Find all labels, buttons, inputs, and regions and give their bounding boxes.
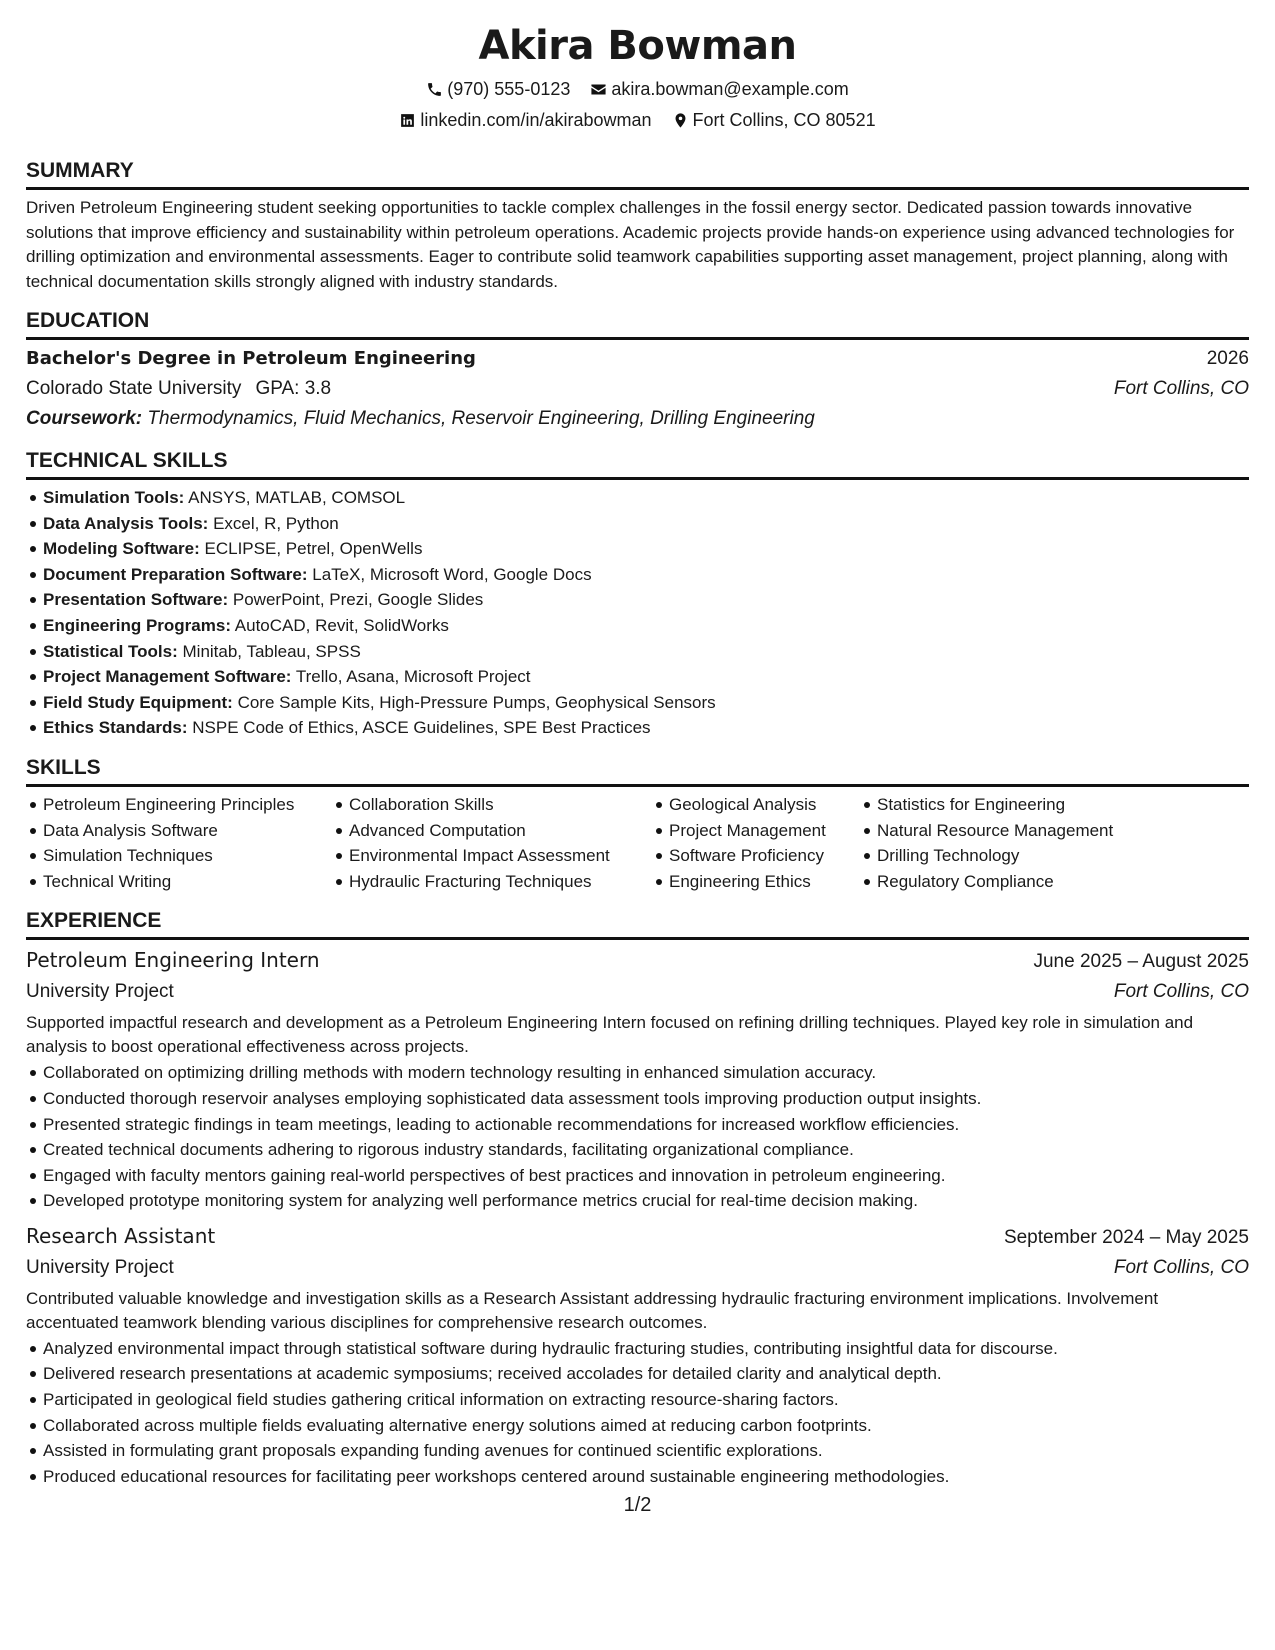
section-title-technical-skills: TECHNICAL SKILLS: [26, 448, 1249, 480]
skill-label: Ethics Standards:: [43, 718, 188, 738]
page-number: 1/2: [623, 1494, 652, 1516]
section-title-education: EDUCATION: [26, 308, 1249, 340]
candidate-name: Akira Bowman: [478, 23, 797, 69]
skill-label: Modeling Software:: [43, 539, 200, 559]
list-item: Collaboration Skills: [332, 792, 652, 818]
school-line: [26, 374, 331, 404]
list-item: Advanced Computation: [332, 818, 652, 844]
skill-value: Minitab, Tableau, SPSS: [182, 641, 361, 661]
skill-value: Trello, Asana, Microsoft Project: [295, 667, 531, 687]
skill-value: Excel, R, Python: [213, 513, 339, 533]
job-header-row: [26, 1220, 1249, 1253]
section-title-skills: SKILLS: [26, 755, 1249, 787]
graduation-year: 2026: [1206, 348, 1249, 369]
list-item: [26, 715, 1249, 741]
list-item: Petroleum Engineering Principles: [26, 792, 332, 818]
resume-page: [26, 20, 1249, 1489]
list-item: [26, 485, 1249, 511]
list-item: Hydraulic Fracturing Techniques: [332, 869, 652, 895]
skill-label: Data Analysis Tools:: [43, 513, 209, 533]
job-organization: University Project: [26, 1256, 174, 1278]
list-item: Software Proficiency: [652, 843, 860, 869]
skill-value: LaTeX, Microsoft Word, Google Docs: [312, 564, 592, 584]
list-item: [26, 511, 1249, 537]
coursework-label: Coursework:: [26, 408, 143, 429]
list-item: Collaborated across multiple fields evaluating alternative energy solutions aimed at reducing carbon footprints.: [26, 1413, 1249, 1439]
list-item: Simulation Techniques: [26, 843, 332, 869]
skill-value: NSPE Code of Ethics, ASCE Guidelines, SPE Best Practices: [192, 718, 651, 738]
list-item: Natural Resource Management: [860, 818, 1220, 844]
contact-linkedin[interactable]: [399, 108, 651, 132]
skill-value: ANSYS, MATLAB, COMSOL: [188, 488, 406, 507]
job-dates: September 2024 – May 2025: [1003, 1226, 1249, 1248]
job-title: Petroleum Engineering Intern: [26, 948, 320, 973]
phone-icon: [426, 81, 443, 98]
list-item: Assisted in formulating grant proposals expanding funding avenues for continued scientific explorations.: [26, 1438, 1249, 1464]
coursework-list: Thermodynamics, Fluid Mechanics, Reservoir Engineering, Drilling Engineering: [147, 408, 815, 429]
list-item: [26, 613, 1249, 639]
envelope-icon: [590, 81, 607, 98]
contact-location: [672, 108, 876, 132]
list-item: [26, 664, 1249, 690]
list-item: Environmental Impact Assessment: [332, 843, 652, 869]
skill-value: PowerPoint, Prezi, Google Slides: [232, 590, 484, 610]
job-description: Contributed valuable knowledge and investigation skills as a Research Assistant addressing hydraulic fracturing environment implications. Involvement accentuated teamwork blending various disciplines for comprehensive research outcomes.: [26, 1288, 1159, 1332]
skills-column: [332, 792, 652, 894]
contact-row-1: [26, 77, 1249, 101]
list-item: Data Analysis Software: [26, 818, 332, 844]
email-link[interactable]: akira.bowman@example.com: [611, 79, 849, 99]
contact-email[interactable]: [590, 77, 848, 101]
skill-label: Field Study Equipment:: [43, 692, 233, 712]
section-title-experience: EXPERIENCE: [26, 908, 1249, 940]
list-item: [26, 562, 1249, 588]
list-item: Project Management: [652, 818, 860, 844]
skill-label: Document Preparation Software:: [43, 564, 308, 584]
experience-entry: [26, 1220, 1249, 1490]
skill-label: Presentation Software:: [43, 590, 229, 610]
list-item: Engineering Ethics: [652, 869, 860, 895]
contact-row-2: [26, 108, 1249, 132]
education-school-row: [26, 374, 1249, 404]
skills-column: [26, 792, 332, 894]
list-item: Developed prototype monitoring system for analyzing well performance metrics crucial for real-time decision making.: [26, 1188, 1249, 1214]
job-header-row: [26, 944, 1249, 977]
job-location: Fort Collins, CO: [1113, 1256, 1249, 1278]
job-bullets: [26, 1336, 1249, 1490]
job-org-row: [26, 977, 1249, 1007]
job-location: Fort Collins, CO: [1113, 981, 1249, 1003]
list-item: Statistics for Engineering: [860, 792, 1220, 818]
school-name: Colorado State University: [26, 378, 242, 399]
map-pin-icon: [672, 112, 689, 129]
experience-entry: [26, 944, 1249, 1214]
technical-skills-section: [26, 448, 1249, 741]
list-item: Delivered research presentations at academic symposiums; received accolades for detailed clarity and analytical depth.: [26, 1361, 1249, 1387]
section-title-summary: SUMMARY: [26, 158, 1249, 190]
coursework-line: [26, 404, 1249, 434]
list-item: [26, 639, 1249, 665]
list-item: Engaged with faculty mentors gaining real-world perspectives of best practices and innovation in petroleum engineering.: [26, 1163, 1249, 1189]
skill-value: Core Sample Kits, High-Pressure Pumps, Geophysical Sensors: [237, 692, 716, 712]
job-dates: June 2025 – August 2025: [1033, 951, 1249, 973]
skill-label: Project Management Software:: [43, 667, 292, 687]
list-item: [26, 690, 1249, 716]
skill-value: AutoCAD, Revit, SolidWorks: [234, 615, 449, 635]
list-item: Geological Analysis: [652, 792, 860, 818]
skill-label: Simulation Tools:: [43, 488, 185, 507]
skills-section: [26, 755, 1249, 894]
list-item: Conducted thorough reservoir analyses employing sophisticated data assessment tools improving production output insights.: [26, 1086, 1249, 1112]
gpa: GPA: 3.8: [255, 378, 332, 399]
list-item: Collaborated on optimizing drilling methods with modern technology resulting in enhanced simulation accuracy.: [26, 1060, 1249, 1086]
degree-name: Bachelor's Degree in Petroleum Engineering: [26, 348, 476, 369]
education-degree-row: [26, 344, 1249, 374]
list-item: Analyzed environmental impact through statistical software during hydraulic fracturing studies, contributing insightful data for discourse.: [26, 1336, 1249, 1362]
list-item: Produced educational resources for facilitating peer workshops centered around sustainable engineering methodologies.: [26, 1464, 1249, 1490]
list-item: Participated in geological field studies gathering critical information on extracting resource-sharing factors.: [26, 1387, 1249, 1413]
job-org-row: [26, 1253, 1249, 1283]
list-item: Presented strategic findings in team meetings, leading to actionable recommendations for increased workflow efficiencies.: [26, 1112, 1249, 1138]
linkedin-icon: [399, 112, 416, 129]
job-description: Supported impactful research and development as a Petroleum Engineering Intern focused on refining drilling techniques. Played key role in simulation and analysis to boost operational effectiveness across projects.: [26, 1013, 1194, 1057]
job-bullets: [26, 1060, 1249, 1214]
list-item: Drilling Technology: [860, 843, 1220, 869]
skills-column: [860, 792, 1220, 894]
list-item: [26, 587, 1249, 613]
list-item: Regulatory Compliance: [860, 869, 1220, 895]
contact-phone: [426, 77, 570, 101]
skill-label: Statistical Tools:: [43, 641, 178, 661]
skills-column: [652, 792, 860, 894]
skills-grid: [26, 792, 1249, 894]
summary-section: [26, 158, 1249, 294]
phone-number: (970) 555-0123: [447, 79, 571, 99]
school-location: Fort Collins, CO: [1113, 378, 1249, 399]
experience-section: [26, 908, 1249, 1489]
list-item: Created technical documents adhering to rigorous industry standards, facilitating organizational compliance.: [26, 1137, 1249, 1163]
summary-text: Driven Petroleum Engineering student seeking opportunities to tackle complex challenges in the fossil energy sector. Dedicated passion towards innovative solutions that improve efficiency and sustainability within petroleum operations. Academic projects provide hands-on experience using advanced technologies for drilling optimization and environmental assessments. Eager to contribute solid teamwork capabilities supporting asset management, project planning, along with technical documentation skills strongly aligned with industry standards.: [26, 198, 1235, 291]
linkedin-link[interactable]: linkedin.com/in/akirabowman: [420, 110, 652, 130]
job-title: Research Assistant: [26, 1223, 216, 1248]
list-item: Technical Writing: [26, 869, 332, 895]
skill-value: ECLIPSE, Petrel, OpenWells: [204, 539, 423, 559]
technical-skills-list: [26, 485, 1249, 741]
location-text: Fort Collins, CO 80521: [692, 110, 876, 130]
skill-label: Engineering Programs:: [43, 615, 231, 635]
education-section: [26, 308, 1249, 434]
job-organization: University Project: [26, 981, 174, 1003]
list-item: [26, 536, 1249, 562]
